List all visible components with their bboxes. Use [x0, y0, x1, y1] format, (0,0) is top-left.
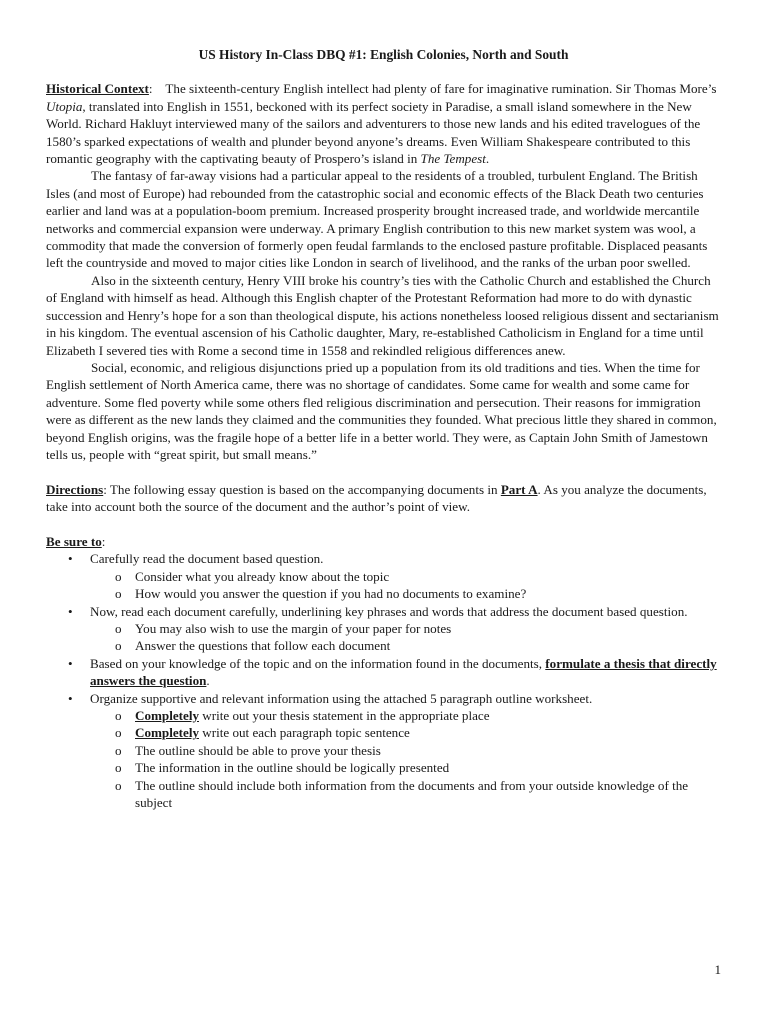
historical-context-label: Historical Context	[46, 81, 149, 97]
document-title: US History In-Class DBQ #1: English Colonies, North and South	[198, 47, 569, 62]
sub-list	[90, 620, 721, 655]
bullet-icon: •	[68, 551, 73, 567]
bullet-icon: •	[68, 603, 73, 619]
sub-bullet-icon: o	[115, 586, 122, 602]
page-number: 1	[714, 962, 721, 977]
sub-list-item: o Answer the questions that follow each document	[115, 638, 391, 654]
list-item: • Carefully read the document based question. o Consider what you already know about the topic o How would you answer the question if you had no documents to examine?	[46, 550, 721, 602]
bullet-icon: •	[68, 655, 73, 671]
sub-bullet-icon: o	[115, 742, 122, 758]
sub-bullet-icon: o	[115, 568, 122, 584]
sub-list-item: o The information in the outline should be logically presented	[115, 760, 450, 776]
sub-bullet-icon: o	[115, 777, 122, 793]
historical-context-paragraph-2: The fantasy of far-away visions had a particular appeal to the residents of a troubled, turbulent England. The British Isles (and most of Europe) had rebounded from the catastrophic social and economic effects of the Black Death two centuries earlier and land was at a population-boom premium. Increased prosperity brought increased trade, and worldwide mercantile networks and commercial expansion were underway. A primary English contribution to this new market system was wool, a commodity that made the conversion of formerly open feudal farmlands to the enclosed pasture profitable. Displaced peasants left the countryside and moved to major cities like London in search of livelihood, and the ranks of the urban poor swelled.	[46, 168, 708, 271]
directions-label: Directions	[46, 481, 104, 497]
thesis-instruction: formulate a thesis that directly answers the question	[90, 655, 717, 689]
sub-bullet-icon: o	[115, 708, 122, 723]
sub-list-item: o The outline should be able to prove your thesis	[115, 742, 381, 758]
historical-context-paragraph-3: Also in the sixteenth century, Henry VIII broke his country’s ties with the Catholic Church and established the Church of England with himself as head. Although this English chapter of the Protestant Reformation had more to do with dynastic succession and Henry’s hope for a son than theological dispute, his actions nonetheless loosed religious dissent and sectarianism in his kingdom. The eventual ascension of his Catholic daughter, Mary, re-established Catholicism in England for a time until Elizabeth I severed ties with Rome a second time in 1558 and rekindled religious differences anew.	[46, 272, 719, 358]
list-item: • Organize supportive and relevant information using the attached 5 paragraph outline worksheet. o Completely write out your thesis statement in the appropriate place o Completely write out each paragraph topic sentence o The outline should be able to prove your thesis o The information in the outline should be logically presented o The outline should include both information from the documents and from your outside knowledge of the subject	[46, 690, 721, 812]
sub-bullet-icon: o	[115, 760, 122, 776]
list-item: • Based on your knowledge of the topic and on the information found in the documents, formulate a thesis that directly answers the question.	[68, 655, 717, 689]
sub-list	[90, 568, 721, 603]
sub-list-item: o Completely write out each paragraph topic sentence	[115, 725, 410, 741]
sub-bullet-icon: o	[115, 620, 122, 636]
sub-list	[90, 707, 721, 811]
sub-list-item: o How would you answer the question if you had no documents to examine?	[115, 586, 527, 602]
sub-list-item: o Consider what you already know about the topic	[115, 568, 390, 584]
sub-list-item: o You may also wish to use the margin of your paper for notes	[115, 620, 452, 636]
instructions-list	[46, 550, 721, 811]
directions-paragraph: Directions: The following essay question is based on the accompanying documents in Part A. As you analyze the documents, take into account both the source of the document and the author’s point of view.	[46, 481, 707, 515]
utopia-title: Utopia	[46, 98, 83, 114]
historical-context-paragraph-1: Historical Context: The sixteenth-century English intellect had plenty of fare for imaginative rumination. Sir Thomas More’s Utopia, translated into English in 1551, beckoned with its perfect society in Paradise, a small island somewhere in the New World. Richard Hakluyt interviewed many of the sailors and adventurers to those new lands and his edited travelogues of the 1580’s sparked expectations of wealth and plunder beyond anyone’s dreams. Even William Shakespeare contributed to this romantic geography with the captivating beauty of Prospero’s island in The Tempest.	[46, 81, 717, 167]
sub-bullet-icon: o	[115, 638, 122, 654]
sub-list-item: o Completely write out your thesis statement in the appropriate place	[115, 708, 490, 723]
be-sure-to-heading: Be sure to:	[46, 533, 106, 549]
bullet-icon: •	[68, 690, 73, 706]
sub-bullet-icon: o	[115, 725, 122, 741]
tempest-title: The Tempest	[420, 151, 486, 167]
list-item: • Now, read each document carefully, underlining key phrases and words that address the document based question. o You may also wish to use the margin of your paper for notes o Answer the questions that follow each document	[46, 603, 721, 655]
sub-list-item: o The outline should include both information from the documents and from your outside knowledge of the subject	[115, 777, 689, 811]
part-a-label: Part A	[500, 481, 538, 497]
historical-context-paragraph-4: Social, economic, and religious disjunctions pried up a population from its old traditions and ties. When the time for English settlement of North America came, there was no shortage of candidates. Some came for wealth and some came for adventure. Some fled poverty while some others fled religious discrimination and persecution. Their reasons for immigration were as different as the new lands they claimed and the communities they founded. What precious little they shared in common, beyond English origins, was the fragile hope of a better life in a better world. They were, as Captain John Smith of Jamestown tells us, people with “great spirit, but small means.”	[46, 359, 717, 462]
